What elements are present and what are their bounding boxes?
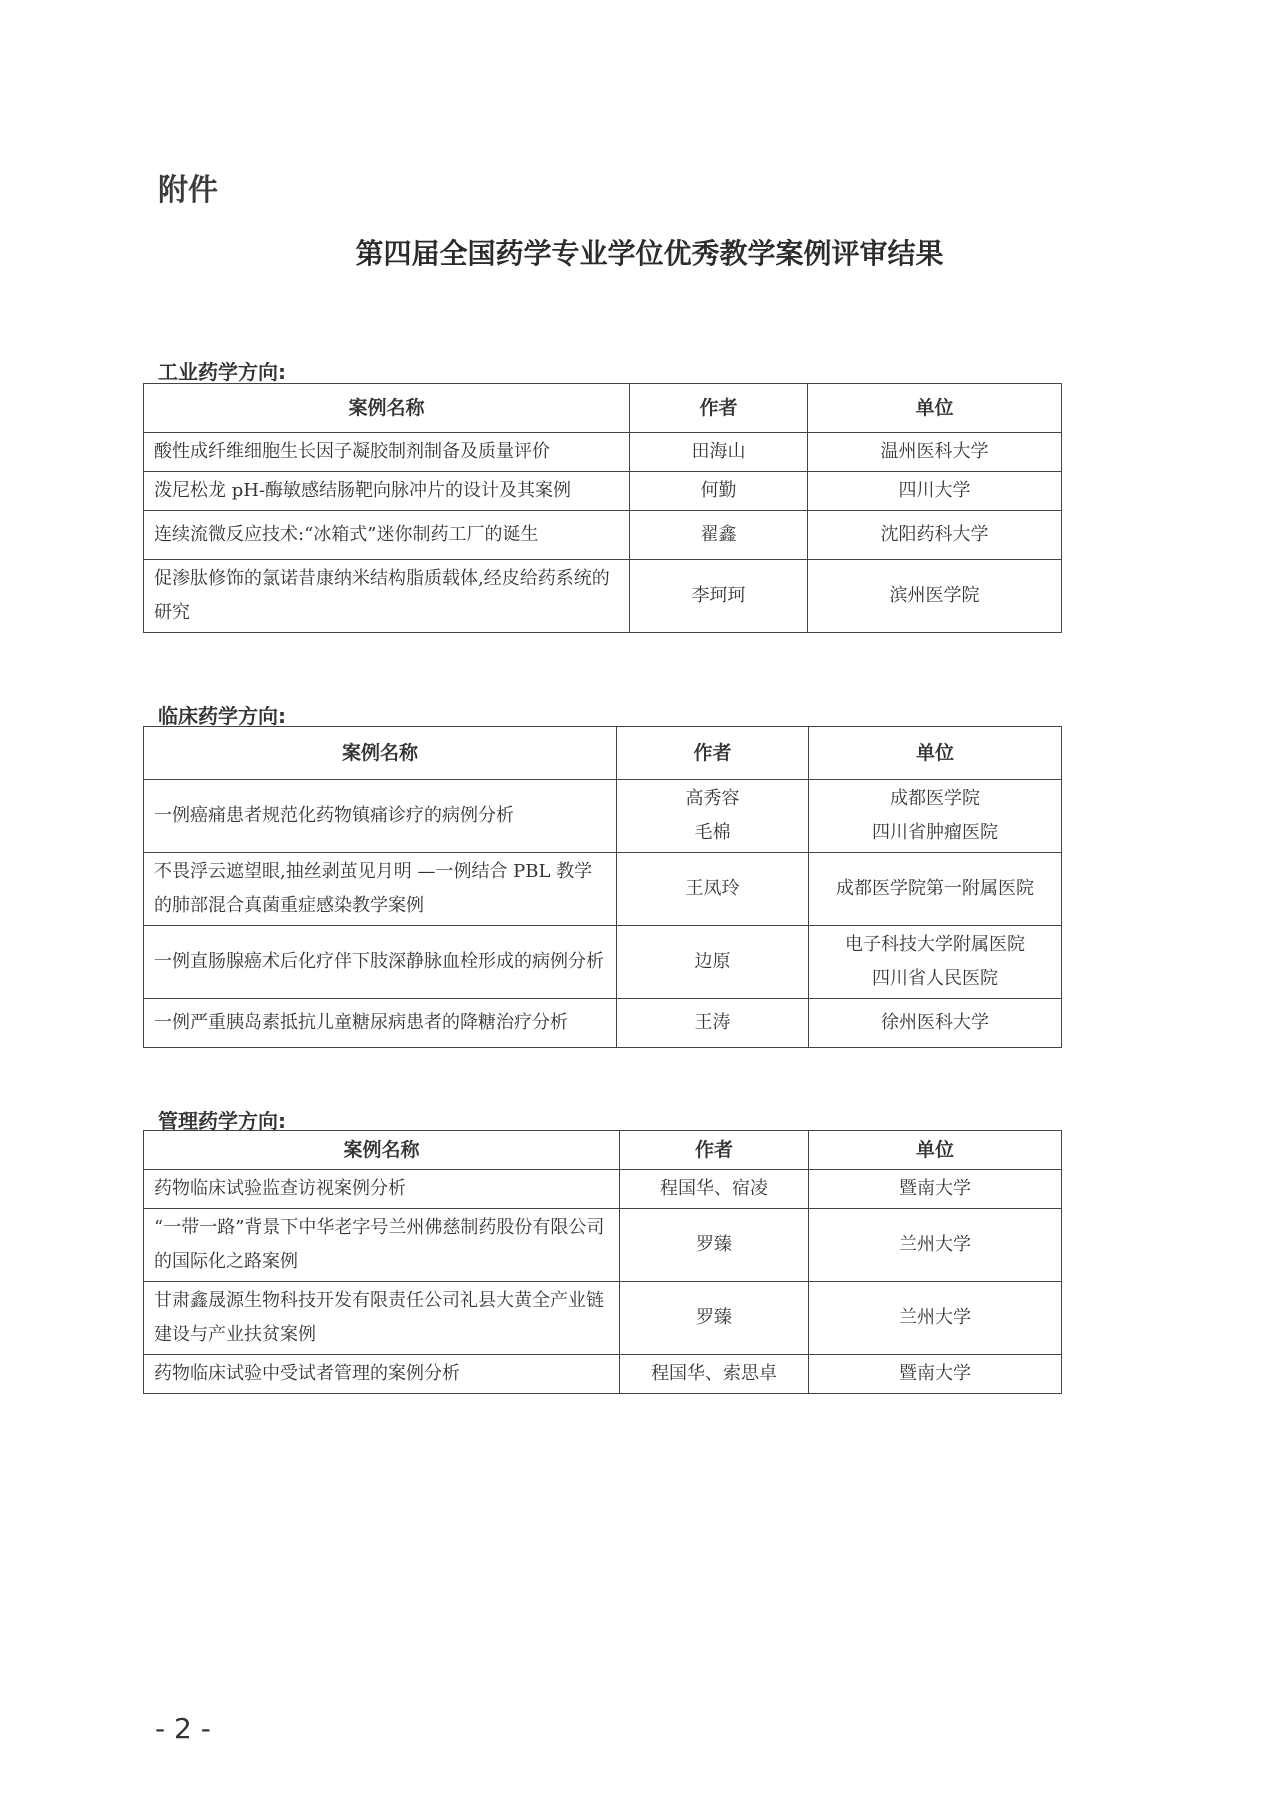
unit-name: 四川省人民医院 — [872, 968, 998, 989]
unit-cell: 温州医科大学 — [808, 433, 1062, 472]
management-cases-table — [143, 1130, 1062, 1394]
page-number: - 2 - — [155, 1712, 211, 1745]
section-heading-clinical: 临床药学方向: — [158, 704, 286, 728]
table-row — [144, 999, 1062, 1048]
unit-cell: 沈阳药科大学 — [808, 511, 1062, 560]
case-name-cell: 促渗肽修饰的氯诺昔康纳米结构脂质载体,经皮给药系统的研究 — [144, 560, 630, 633]
case-name-cell: 药物临床试验中受试者管理的案例分析 — [144, 1355, 620, 1394]
table-row — [144, 511, 1062, 560]
section-heading-management: 管理药学方向: — [158, 1109, 286, 1133]
author-cell: 何勤 — [630, 472, 808, 511]
author-cell: 王涛 — [617, 999, 809, 1048]
case-name-cell: 不畏浮云遮望眼,抽丝剥茧见月明 —一例结合 PBL 教学的肺部混合真菌重症感染教学案例 — [144, 853, 617, 926]
table-row — [144, 780, 1062, 853]
case-name-cell: 一例直肠腺癌术后化疗伴下肢深静脉血栓形成的病例分析 — [144, 926, 617, 999]
unit-cell: 暨南大学 — [809, 1355, 1062, 1394]
case-name-cell: 药物临床试验监查访视案例分析 — [144, 1170, 620, 1209]
unit-name: 成都医学院 — [890, 788, 980, 809]
table-row — [144, 926, 1062, 999]
case-name-cell: “一带一路”背景下中华老字号兰州佛慈制药股份有限公司的国际化之路案例 — [144, 1209, 620, 1282]
industrial-cases-table — [143, 383, 1062, 633]
author-cell: 王凤玲 — [617, 853, 809, 926]
case-name-cell: 连续流微反应技术:“冰箱式”迷你制药工厂的诞生 — [144, 511, 630, 560]
table-row — [144, 433, 1062, 472]
author-name: 毛棉 — [694, 822, 731, 843]
case-name-cell: 泼尼松龙 pH-酶敏感结肠靶向脉冲片的设计及其案例 — [144, 472, 630, 511]
unit-cell: 兰州大学 — [809, 1209, 1062, 1282]
unit-cell: 成都医学院第一附属医院 — [809, 853, 1062, 926]
column-header-case-name: 案例名称 — [144, 1131, 620, 1170]
unit-cell: 兰州大学 — [809, 1282, 1062, 1355]
unit-cell: 四川大学 — [808, 472, 1062, 511]
author-cell — [617, 780, 809, 853]
case-name-cell: 一例癌痛患者规范化药物镇痛诊疗的病例分析 — [144, 780, 617, 853]
unit-name: 电子科技大学附属医院 — [845, 934, 1025, 955]
unit-cell — [809, 926, 1062, 999]
column-header-unit: 单位 — [809, 727, 1062, 780]
section-heading-industrial: 工业药学方向: — [158, 360, 286, 384]
case-name-cell: 一例严重胰岛素抵抗儿童糖尿病患者的降糖治疗分析 — [144, 999, 617, 1048]
document-title: 第四届全国药学专业学位优秀教学案例评审结果 — [355, 237, 944, 270]
attachment-label: 附件 — [158, 173, 218, 208]
author-cell: 田海山 — [630, 433, 808, 472]
case-name-cell: 酸性成纤维细胞生长因子凝胶制剂制备及质量评价 — [144, 433, 630, 472]
table-row — [144, 1209, 1062, 1282]
unit-cell: 滨州医学院 — [808, 560, 1062, 633]
column-header-author: 作者 — [620, 1131, 809, 1170]
column-header-case-name: 案例名称 — [144, 384, 630, 433]
author-cell: 程国华、索思卓 — [620, 1355, 809, 1394]
author-cell: 翟鑫 — [630, 511, 808, 560]
table-row — [144, 560, 1062, 633]
author-name: 高秀容 — [685, 788, 740, 809]
column-header-case-name: 案例名称 — [144, 727, 617, 780]
unit-cell: 暨南大学 — [809, 1170, 1062, 1209]
case-name-cell: 甘肃鑫晟源生物科技开发有限责任公司礼县大黄全产业链建设与产业扶贫案例 — [144, 1282, 620, 1355]
table-row — [144, 853, 1062, 926]
author-cell: 罗臻 — [620, 1282, 809, 1355]
table-header-row — [144, 727, 1062, 780]
column-header-unit: 单位 — [808, 384, 1062, 433]
unit-name: 四川省肿瘤医院 — [872, 822, 998, 843]
column-header-author: 作者 — [630, 384, 808, 433]
clinical-cases-table — [143, 726, 1062, 1048]
unit-cell: 徐州医科大学 — [809, 999, 1062, 1048]
table-row — [144, 1170, 1062, 1209]
table-header-row — [144, 1131, 1062, 1170]
table-row — [144, 1282, 1062, 1355]
column-header-author: 作者 — [617, 727, 809, 780]
table-row — [144, 472, 1062, 511]
author-cell: 罗臻 — [620, 1209, 809, 1282]
author-cell: 李珂珂 — [630, 560, 808, 633]
table-row — [144, 1355, 1062, 1394]
table-header-row — [144, 384, 1062, 433]
column-header-unit: 单位 — [809, 1131, 1062, 1170]
author-cell: 边原 — [617, 926, 809, 999]
unit-cell — [809, 780, 1062, 853]
author-cell: 程国华、宿凌 — [620, 1170, 809, 1209]
